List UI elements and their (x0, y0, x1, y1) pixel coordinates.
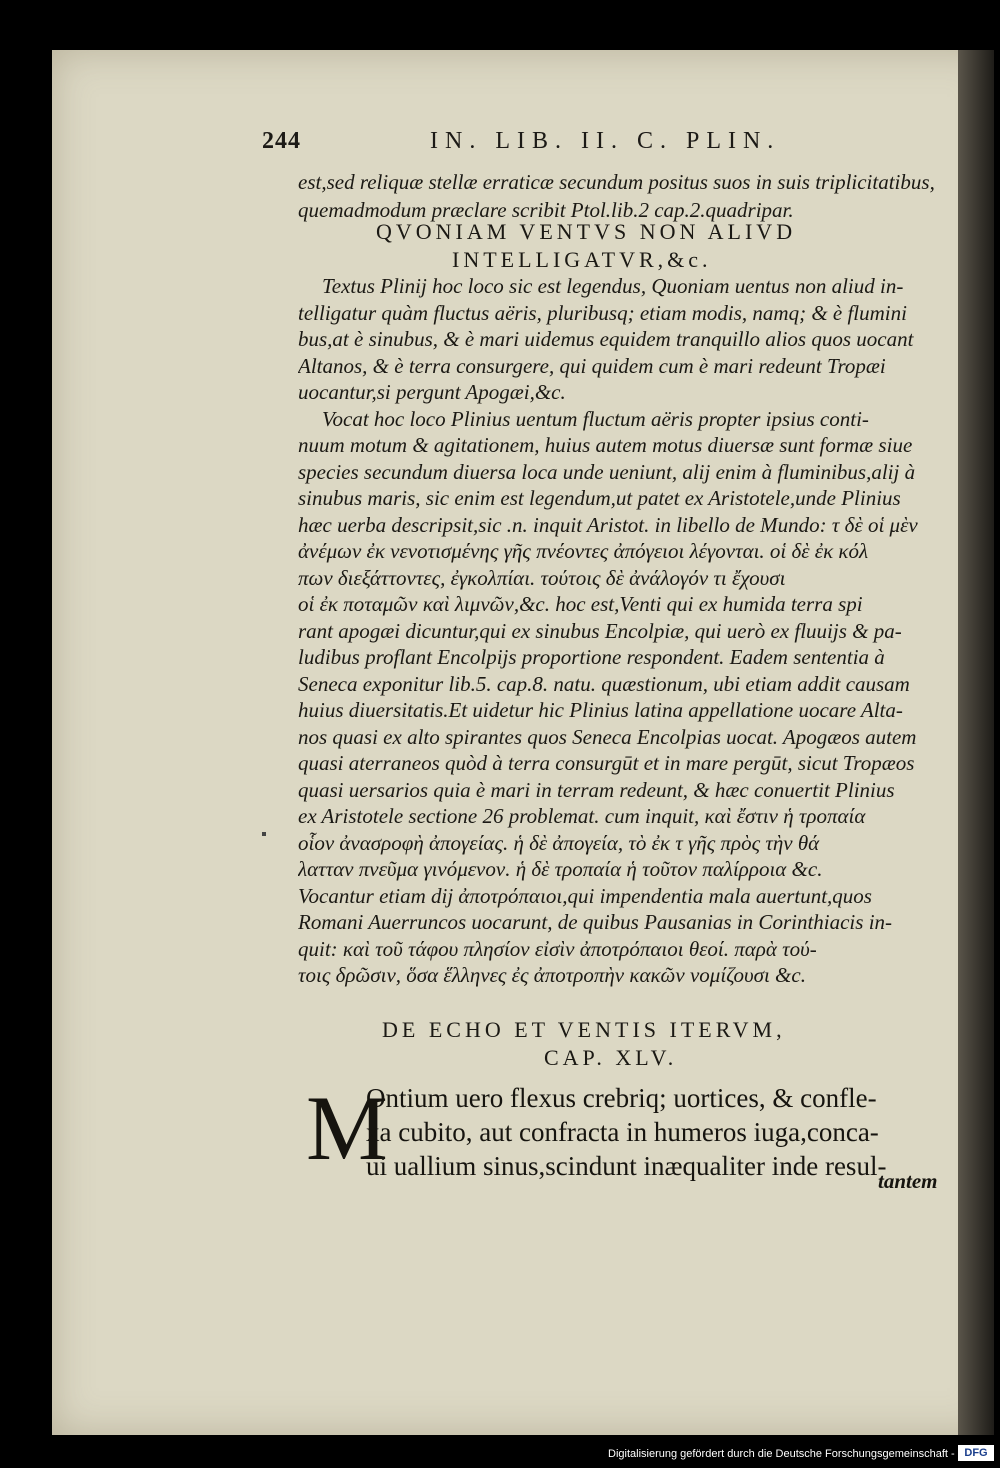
text-line: quasi uersarios quia è mari in terram redeunt, & hæc conuertit Plinius (298, 777, 895, 802)
text-line: τοις δρῶσιν, ὅσα ἕλληνες ἐς ἀποτροπὴν κακῶν νομίζουσι &c. (298, 963, 806, 987)
text-line: Textus Plinij hoc loco sic est legendus, Quoniam uentus non aliud in- (322, 274, 904, 298)
text-line: πων διεξάττοντες, ἐγκολπίαι. τούτοις δὲ ἀνάλογόν τι ἔχουσι (298, 565, 786, 590)
dfg-logo: DFG (958, 1445, 994, 1461)
chapter-number: CAP. XLV. (544, 1045, 678, 1070)
running-title: IN. LIB. II. C. PLIN. (430, 128, 781, 154)
text-line: huius diuersitatis.Et uidetur hic Plinius latina appellatione uocare Alta- (298, 698, 903, 722)
text-line: Vocat hoc loco Plinius uentum fluctum aëris propter ipsius conti- (322, 406, 869, 431)
text-line: ui uallium sinus,scindunt inæqualiter inde resul- (366, 1151, 887, 1181)
text-line: est,sed reliquæ stellæ erraticæ secundum positus suos in suis triplicitatibus, (298, 170, 935, 194)
digitization-credit: Digitalisierung gefördert durch die Deutsche Forschungsgemeinschaft - (608, 1448, 955, 1460)
ink-speck (262, 832, 266, 836)
text-line: quasi aterraneos quòd à terra consurgūt et in mare pergūt, sicut Tropæos (298, 751, 915, 775)
text-line: λατταν πνεῦμα γινόμενον. ἡ δὲ τροπαία ἡ τοῦτον παλίρροια &c. (298, 857, 823, 881)
text-line: Altanos, & è terra consurgere, qui quidem cum è mari redeunt Tropæi (298, 353, 886, 378)
text-line: hæc uerba descripsit,sic .n. inquit Aristot. in libello de Mundo: τ δὲ οἱ μὲν (298, 512, 918, 537)
catchword: tantem (878, 1169, 938, 1193)
text-line: sinubus maris, sic enim est legendum,ut patet ex Aristotele,unde Plinius (298, 486, 901, 510)
lemma-line-1: QVONIAM VENTVS NON ALIVD (376, 219, 797, 244)
chapter-title: DE ECHO ET VENTIS ITERVM, (382, 1017, 786, 1042)
text-line: οἱ ἐκ ποταμῶν καὶ λιμνῶν,&c. hoc est,Venti qui ex humida terra spi (298, 592, 863, 616)
text-line: quemadmodum præclare scribit Ptol.lib.2 cap.2.quadripar. (298, 198, 794, 222)
text-line: rant apogæi dicuntur,qui ex sinubus Encolpiæ, qui uerò ex fluuijs & pa- (298, 618, 902, 643)
text-line: ludibus proflant Encolpijs proportione respondent. Eadem sententia à (298, 645, 885, 669)
text-line: ἀνέμων ἐκ νενοτισμένης γῆς πνέοντες ἀπόγειοι λέγονται. οἱ δὲ ἐκ κόλ (298, 539, 869, 563)
page-gutter (958, 50, 994, 1435)
text-line: xa cubito, aut confracta in humeros iuga,conca- (366, 1117, 879, 1147)
text-line: uocantur,si pergunt Apogæi,&c. (298, 380, 566, 404)
text-line: bus,at è sinubus, & è mari uidemus equidem tranquillo alios quos uocant (298, 327, 914, 351)
lemma-line-2: INTELLIGATVR,&c. (452, 247, 712, 272)
page-number: 244 (262, 128, 301, 154)
text-line: nuum motum & agitationem, huius autem motus diuersæ sunt formæ siue (298, 433, 913, 457)
text-line: nos quasi ex alto spirantes quos Seneca Encolpias uocat. Apogæos autem (298, 724, 917, 749)
drop-cap-initial: M (306, 1077, 388, 1179)
text-line: Vocantur etiam dij ἀποτρόπαιοι,qui impendentia mala auertunt,quos (298, 883, 872, 908)
text-line: Romani Auerruncos uocarunt, de quibus Pausanias in Corinthiacis in- (298, 910, 893, 934)
text-line: species secundum diuersa loca unde ueniunt, alij enim à fluminibus,alij à (298, 459, 916, 484)
page-header (262, 128, 882, 162)
text-line: quit: καὶ τοῦ τάφου πλησίον εἰσὶν ἀποτρόπαιοι θεοί. παρὰ τού- (298, 936, 817, 961)
text-line: ex Aristotele sectione 26 problemat. cum inquit, καὶ ἔστιν ἡ τροπαία (298, 804, 866, 828)
text-line: οἷον ἀνασροφὴ ἀπογείας. ἡ δὲ ἀπογεία, τὸ ἐκ τ γῆς πρὸς τὴν θά (298, 830, 820, 855)
text-line: Ontium uero flexus crebriq; uortices, & confle- (366, 1083, 877, 1113)
text-line: telligatur quàm fluctus aëris, pluribusq; etiam modis, namq; & è flumini (298, 300, 907, 325)
text-line: Seneca exponitur lib.5. cap.8. natu. quæstionum, ubi etiam addit causam (298, 671, 910, 696)
